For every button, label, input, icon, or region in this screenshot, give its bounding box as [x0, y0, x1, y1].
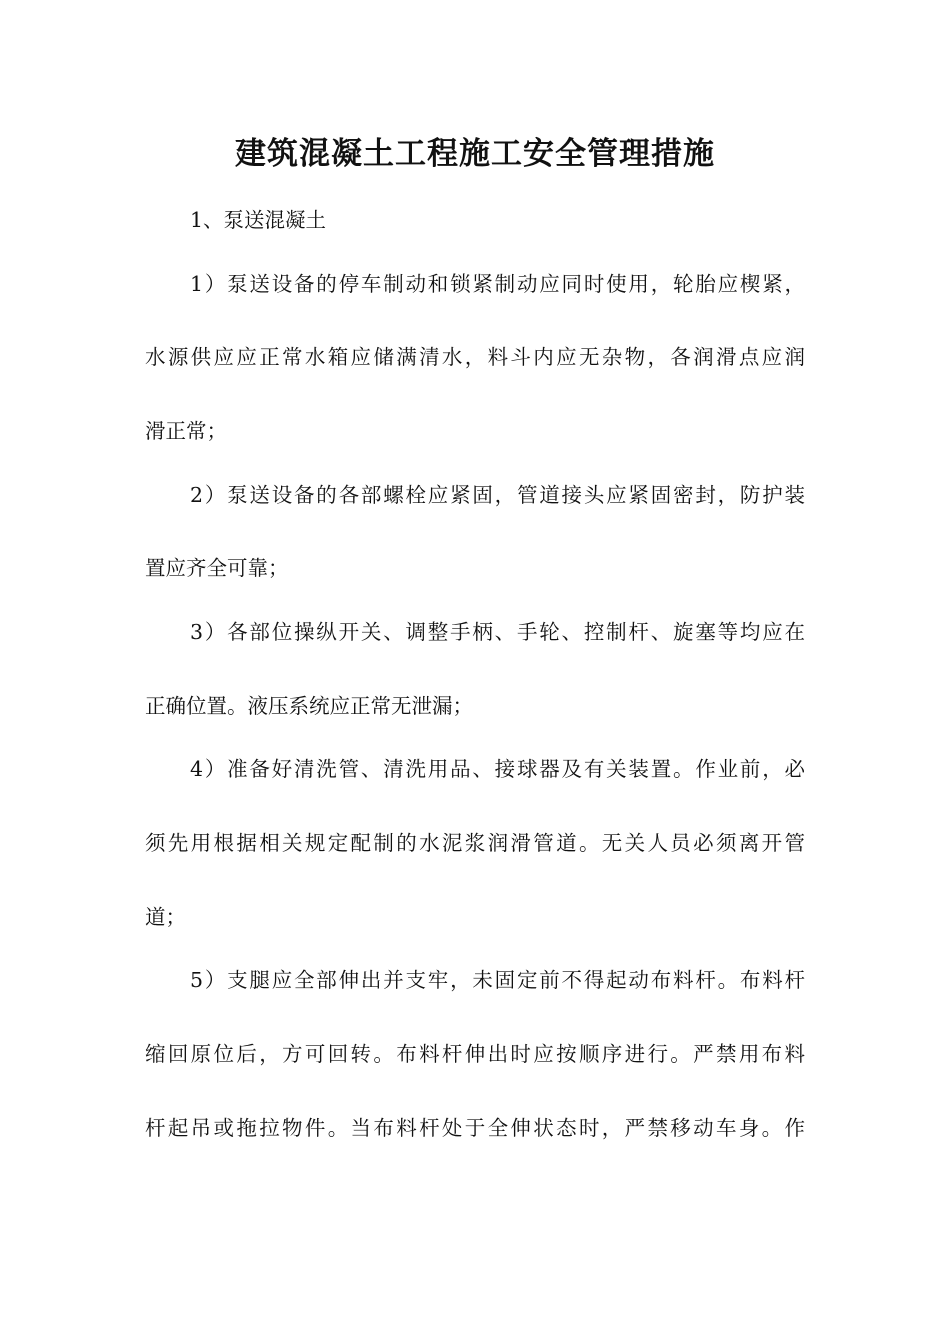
paragraph-line: 缩回原位后，方可回转。布料杆伸出时应按顺序进行。严禁用布料 [145, 1042, 805, 1066]
paragraph-line: 滑正常； [145, 419, 227, 443]
paragraph-line: 1）泵送设备的停车制动和锁紧制动应同时使用，轮胎应楔紧， [190, 272, 805, 296]
paragraph-line: 道； [145, 905, 186, 929]
paragraph-line: 5）支腿应全部伸出并支牢，未固定前不得起动布料杆。布料杆 [190, 968, 805, 992]
paragraph-line: 4）准备好清洗管、清洗用品、接球器及有关装置。作业前，必 [190, 757, 805, 781]
paragraph-line: 须先用根据相关规定配制的水泥浆润滑管道。无关人员必须离开管 [145, 831, 805, 855]
paragraph-line: 置应齐全可靠； [145, 556, 289, 580]
document-title: 建筑混凝土工程施工安全管理措施 [235, 136, 715, 172]
section-heading-pumped-concrete: 1、泵送混凝土 [190, 208, 327, 232]
paragraph-line: 3）各部位操纵开关、调整手柄、手轮、控制杆、旋塞等均应在 [190, 620, 805, 644]
paragraph-line: 水源供应应正常水箱应储满清水，料斗内应无杂物，各润滑点应润 [145, 345, 805, 369]
paragraph-line: 2）泵送设备的各部螺栓应紧固，管道接头应紧固密封，防护装 [190, 483, 805, 507]
paragraph-line: 正确位置。液压系统应正常无泄漏； [145, 694, 473, 718]
paragraph-line: 杆起吊或拖拉物件。当布料杆处于全伸状态时，严禁移动车身。作 [145, 1116, 805, 1140]
